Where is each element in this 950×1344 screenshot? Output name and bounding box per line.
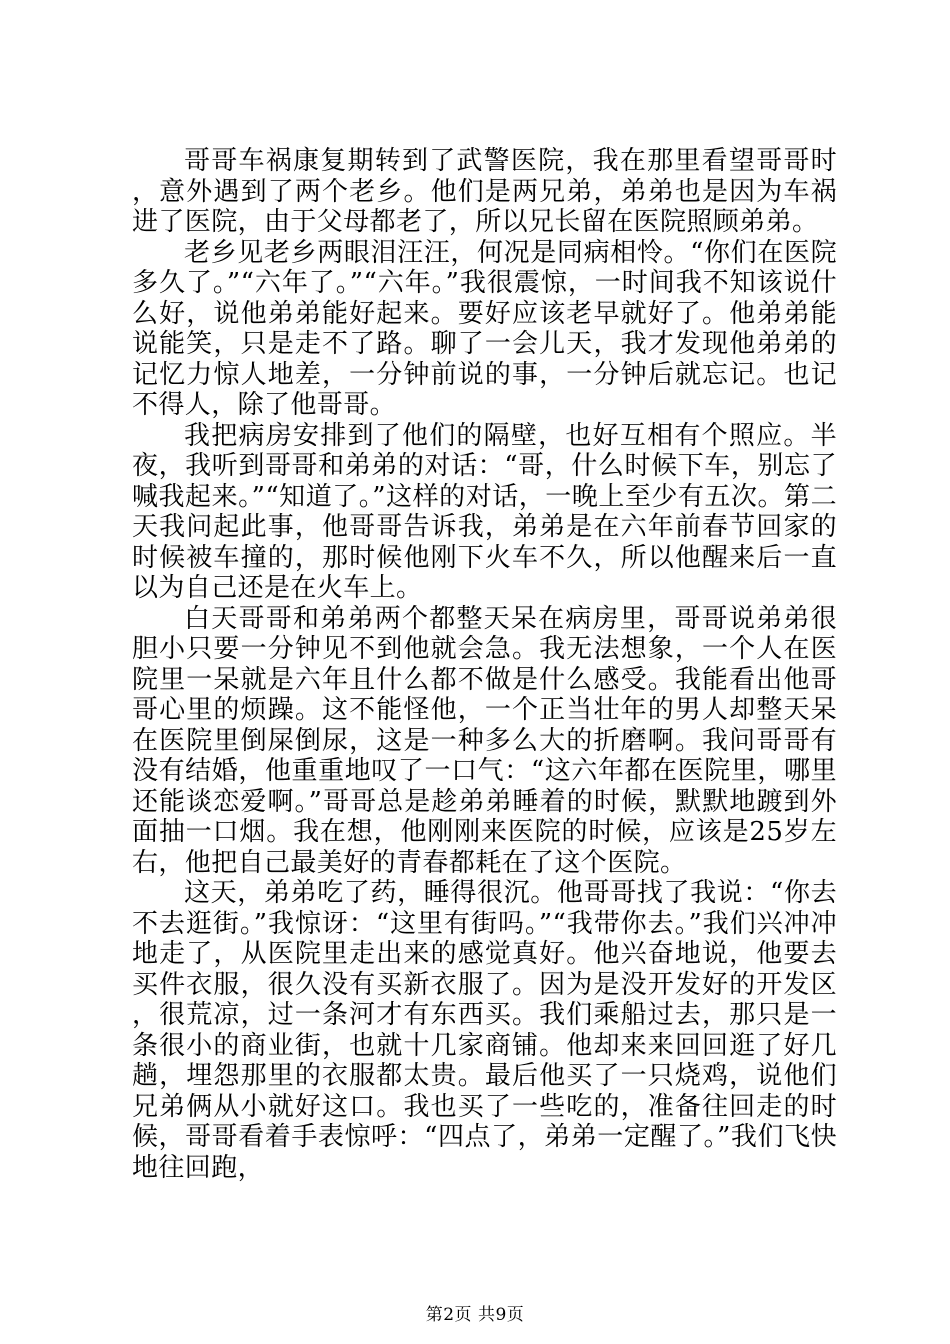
- paragraph: 我把病房安排到了他们的隔壁，也好互相有个照应。半夜，我听到哥哥和弟弟的对话：“哥，什么时候下车，别忘了喊我起来。”“知道了。”这样的对话，一晚上至少有五次。第二天我问起此事，他哥哥告诉我，弟弟是在六年前春节回家的时候被车撞的，那时候他刚下火车不久，所以他醒来后一直以为自己还是在火车上。: [132, 420, 837, 603]
- body-text: [132, 146, 837, 1183]
- paragraph: 这天，弟弟吃了药，睡得很沉。他哥哥找了我说：“你去不去逛街。”我惊讶：“这里有街吗。”“我带你去。”我们兴冲冲地走了，从医院里走出来的感觉真好。他兴奋地说，他要去买件衣服，很久没有买新衣服了。因为是没开发好的开发区，很荒凉，过一条河才有东西买。我们乘船过去，那只是一条很小的商业街，也就十几家商铺。他却来来回回逛了好几趟，埋怨那里的衣服都太贵。最后他买了一只烧鸡，说他们兄弟俩从小就好这口。我也买了一些吃的，准备往回走的时候，哥哥看着手表惊呼：“四点了，弟弟一定醒了。”我们飞快地往回跑，: [132, 878, 837, 1183]
- paragraph: 哥哥车祸康复期转到了武警医院，我在那里看望哥哥时，意外遇到了两个老乡。他们是两兄弟，弟弟也是因为车祸进了医院，由于父母都老了，所以兄长留在医院照顾弟弟。: [132, 146, 837, 237]
- paragraph: 白天哥哥和弟弟两个都整天呆在病房里，哥哥说弟弟很胆小只要一分钟见不到他就会急。我无法想象，一个人在医院里一呆就是六年且什么都不做是什么感受。我能看出他哥哥心里的烦躁。这不能怪他，一个正当壮年的男人却整天呆在医院里倒屎倒尿，这是一种多么大的折磨啊。我问哥哥有没有结婚，他重重地叹了一口气：“这六年都在医院里，哪里还能谈恋爱啊。”哥哥总是趁弟弟睡着的时候，默默地踱到外面抽一口烟。我在想，他刚刚来医院的时候，应该是25岁左右，他把自己最美好的青春都耗在了这个医院。: [132, 603, 837, 878]
- page-footer: [0, 1300, 950, 1325]
- page-number: 第2页: [425, 1305, 473, 1325]
- page-total: 共9页: [477, 1305, 525, 1325]
- paragraph: 老乡见老乡两眼泪汪汪，何况是同病相怜。“你们在医院多久了。”“六年了。”“六年。”我很震惊，一时间我不知该说什么好，说他弟弟能好起来。要好应该老早就好了。他弟弟能说能笑，只是走不了路。聊了一会儿天，我才发现他弟弟的记忆力惊人地差，一分钟前说的事，一分钟后就忘记。也记不得人，除了他哥哥。: [132, 237, 837, 420]
